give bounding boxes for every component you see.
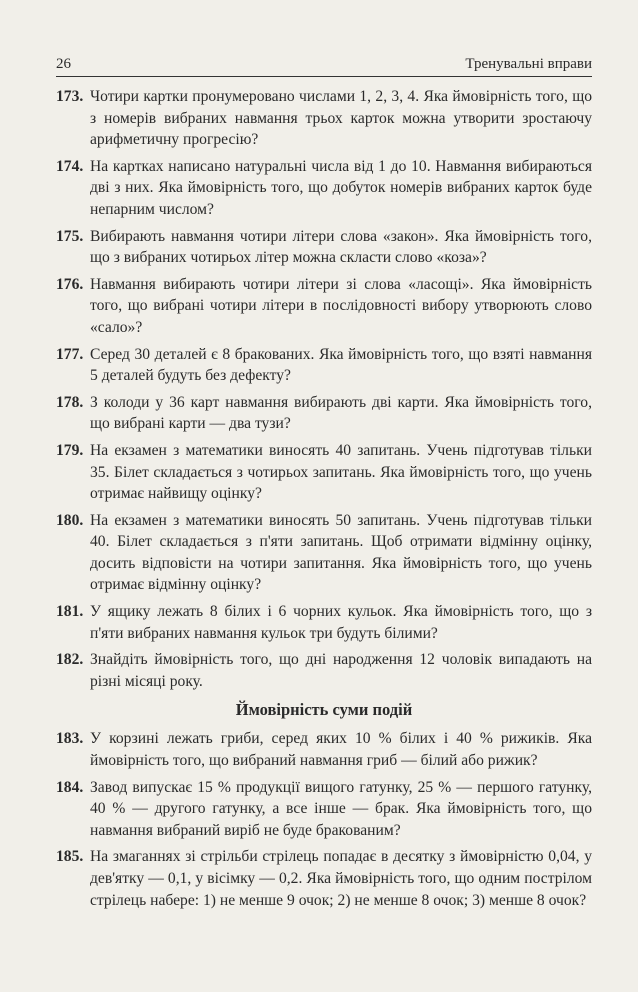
problem-item <box>56 510 592 596</box>
problem-item <box>56 226 592 269</box>
problem-text: Вибирають навмання чотири літери слова «закон». Яка ймовірність того, що з вибраних чотирьох літер можна скласти слово «коза»? <box>90 227 592 267</box>
problem-text: З колоди у 36 карт навмання вибирають дві карти. Яка ймовірність того, що вибрані карти — два тузи? <box>90 393 592 433</box>
problem-text: Чотири картки пронумеровано числами 1, 2, 3, 4. Яка ймовірність того, що з номерів вибраних навмання трьох карток можна утворити зростаючу арифметичну прогресію? <box>90 88 592 149</box>
problem-text: Серед 30 деталей є 8 бракованих. Яка ймовірність того, що взяті навмання 5 деталей будуть без дефекту? <box>90 345 592 385</box>
problem-text: Завод випускає 15 % продукції вищого гатунку, 25 % — першого гатунку, 40 % — другого гатунку, а все інше — брак. Яка ймовірність того, що навмання вибраний виріб не буде бракованим? <box>90 778 592 839</box>
problem-item <box>56 846 592 911</box>
problem-number: 181. <box>56 603 84 621</box>
problem-item <box>56 728 592 771</box>
problem-number: 176. <box>56 275 84 293</box>
problem-number: 184. <box>56 778 84 796</box>
problem-item <box>56 274 592 339</box>
problem-text: Знайдіть ймовірність того, що дні народження 12 чоловік випадають на різні місяці року. <box>90 651 592 690</box>
problem-number: 182. <box>56 651 84 669</box>
problem-number: 185. <box>56 848 84 866</box>
problem-text: На змаганнях зі стрільби стрілець попадає в десятку з ймовірністю 0,04, у дев'ятку — 0,1, у вісімку — 0,2. Яка ймовірність того, що одним пострілом стрілець набере: 1) не менше 9 очок; 2) не менше 8 очок; 3) менше 8 очок? <box>90 848 592 909</box>
problem-list <box>56 728 592 911</box>
page-number: 26 <box>56 56 71 72</box>
page-header <box>56 56 592 77</box>
problem-number: 180. <box>56 511 84 529</box>
problem-item <box>56 777 592 842</box>
problem-text: Навмання вибирають чотири літери зі слова «ласощі». Яка ймовірність того, що вибрані чотири літери в послідовності вибору утворюють слово «сало»? <box>90 275 592 336</box>
problem-number: 178. <box>56 393 84 411</box>
problem-number: 173. <box>56 88 84 105</box>
problem-item <box>56 156 592 221</box>
problem-number: 175. <box>56 227 84 245</box>
running-title: Тренувальні вправи <box>465 56 592 72</box>
problem-item <box>56 440 592 505</box>
problem-item <box>56 392 592 435</box>
problem-text: На екзамен з математики виносять 50 запитань. Учень підготував тільки 40. Білет складається з п'яти запитань. Щоб отримати відмінну оцінку, досить відповісти на чотири запитання. Яка ймовірність того, що учень отримає відмінну оцінку? <box>90 511 592 594</box>
problem-number: 174. <box>56 157 84 175</box>
problem-list <box>56 86 592 692</box>
problem-text: На екзамен з математики виносять 40 запитань. Учень підготував тільки 35. Білет складається з чотирьох запитань. Яка ймовірність того, що учень отримає найвищу оцінку? <box>90 441 592 503</box>
problem-text: У корзині лежать гриби, серед яких 10 % білих і 40 % рижиків. Яка ймовірність того, що вибраний навмання гриб — білий або рижик? <box>90 730 592 770</box>
problem-item <box>56 344 592 387</box>
problem-item <box>56 649 592 692</box>
problem-number: 177. <box>56 345 84 363</box>
problem-item <box>56 601 592 644</box>
problem-number: 179. <box>56 441 84 459</box>
problem-text: На картках написано натуральні числа від 1 до 10. Навмання вибираються дві з них. Яка ймовірність того, що добуток номерів вибраних карток буде непарним числом? <box>90 157 592 218</box>
page-content <box>56 86 592 916</box>
problem-text: У ящику лежать 8 білих і 6 чорних кульок. Яка ймовірність того, що з п'яти вибраних навмання кульок три будуть білими? <box>90 603 592 642</box>
problem-number: 183. <box>56 730 84 748</box>
problem-item <box>56 86 592 151</box>
section-title: Ймовірність суми подій <box>235 700 413 720</box>
